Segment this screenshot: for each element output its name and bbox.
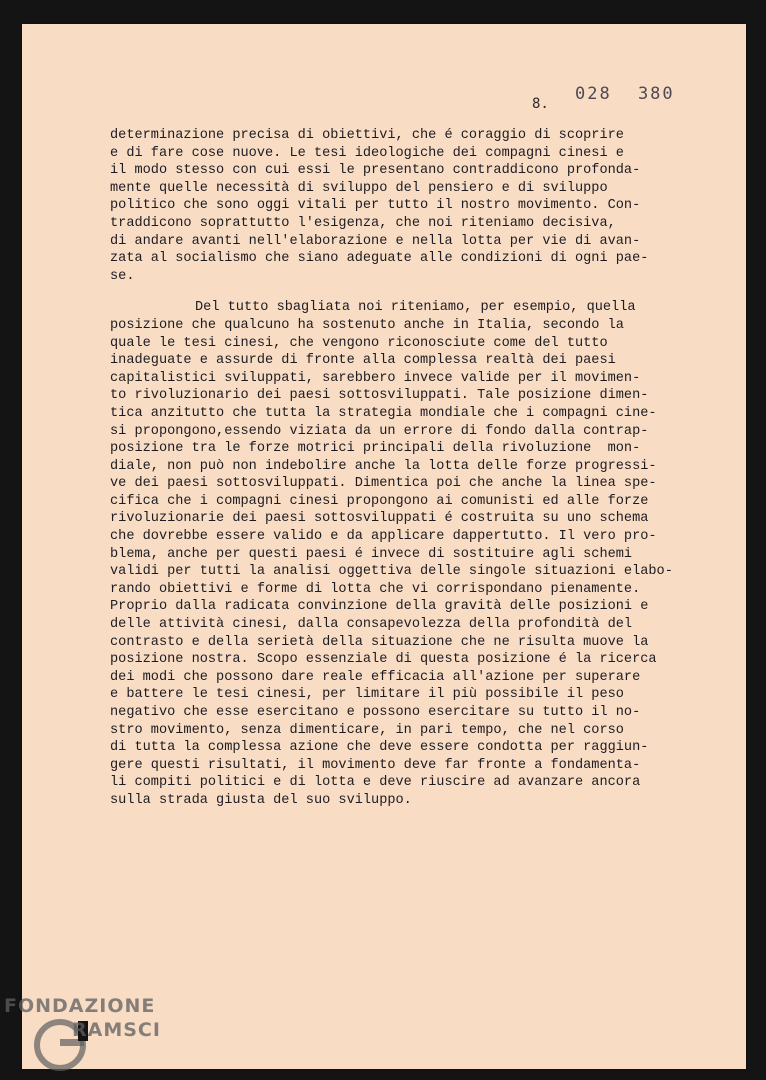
page-number: 8. [532,96,549,112]
text-line: ve dei paesi sottosviluppati. Dimentica poi che anche la linea spe- [110,476,657,492]
fondazione-gramsci-watermark [4,995,204,1075]
document-page [22,24,746,1069]
text-line: di andare avanti nell'elaborazione e nella lotta per vie di avan- [110,233,641,249]
text-line: posizione nostra. Scopo essenziale di questa posizione é la ricerca [110,652,657,668]
page-header [22,84,746,112]
paragraph-2 [110,299,710,809]
text-line: diale, non può non indebolire anche la lotta delle forze progressi- [110,458,657,474]
text-line: rando obiettivi e forme di lotta che vi corrispondano pienamente. [110,581,641,597]
text-line: il modo stesso con cui essi le presentano contraddicono profonda- [110,163,641,179]
text-line: li compiti politici e di lotta e deve riuscire ad avanzare ancora [110,775,641,791]
text-line: mente quelle necessità di sviluppo del pensiero e di sviluppo [110,180,608,196]
text-line: inadeguate e assurde di fronte alla complessa realtà dei paesi [110,353,616,369]
text-line: delle attività cinesi, dalla consapevolezza della profondità del [110,617,633,633]
text-line: capitalistici sviluppati, sarebbero invece valide per il movimen- [110,370,641,386]
paragraph-gap [110,285,710,299]
text-line: di tutta la complessa azione che deve essere condotta per raggiun- [110,740,649,756]
watermark-line-1: FONDAZIONE [4,995,156,1017]
text-line: contrasto e della serietà della situazione che ne risulta muove la [110,634,649,650]
text-line: validi per tutti la analisi oggettiva delle singole situazioni elabo- [110,564,673,580]
text-line: tica anzitutto che tutta la strategia mondiale che i compagni cine- [110,405,657,421]
text-line: gere questi risultati, il movimento deve far fronte a fondamenta- [110,757,641,773]
text-line: Del tutto sbagliata noi riteniamo, per esempio, quella [195,300,636,316]
text-line: e battere le tesi cinesi, per limitare il più possibile il peso [110,687,624,703]
text-line: negativo che esse esercitano e possono esercitare su tutto il no- [110,705,641,720]
paragraph-1 [110,127,710,285]
text-line: blema, anche per questi paesi é invece di sostituire agli schemi [110,546,633,562]
text-line: stro movimento, senza dimenticare, in pari tempo, che nel corso [110,722,624,738]
text-line: posizione che qualcuno ha sostenuto anche in Italia, secondo la [110,317,624,333]
text-line: to rivoluzionario dei paesi sottosviluppati. Tale posizione dimen- [110,388,649,404]
text-line: dei modi che possono dare reale efficacia all'azione per superare [110,669,641,685]
watermark-line-2: RAMSCI [72,1019,161,1041]
text-line: si propongono,essendo viziata da un errore di fondo dalla contrap- [110,423,649,439]
text-line: che dovrebbe essere valido e da applicare dappertutto. Il vero pro- [110,529,657,545]
text-line: cifica che i compagni cinesi propongono ai comunisti ed alle forze [110,493,649,509]
text-line: Proprio dalla radicata convinzione della gravità delle posizioni e [110,599,649,615]
text-line: rivoluzionarie dei paesi sottosviluppati é costruita su uno schema [110,511,649,527]
text-line: zata al socialismo che siano adeguate alle condizioni di ogni pae- [110,251,649,267]
text-line: posizione tra le forze motrici principali della rivoluzione mon- [110,441,641,457]
archive-stamp-number: 028 380 [575,84,675,104]
typed-text-body [110,127,710,810]
text-line: quale le tesi cinesi, che vengono riconosciute come del tutto [110,335,608,351]
text-line: e di fare cose nuove. Le tesi ideologiche dei compagni cinesi e [110,145,624,161]
text-line: determinazione precisa di obiettivi, che é coraggio di scoprire [110,128,624,143]
text-line: traddicono soprattutto l'esigenza, che noi riteniamo decisiva, [110,215,616,231]
text-line: politico che sono oggi vitali per tutto il nostro movimento. Con- [110,198,641,214]
text-line: sulla strada giusta del suo sviluppo. [110,792,412,808]
text-line: se. [110,268,135,284]
